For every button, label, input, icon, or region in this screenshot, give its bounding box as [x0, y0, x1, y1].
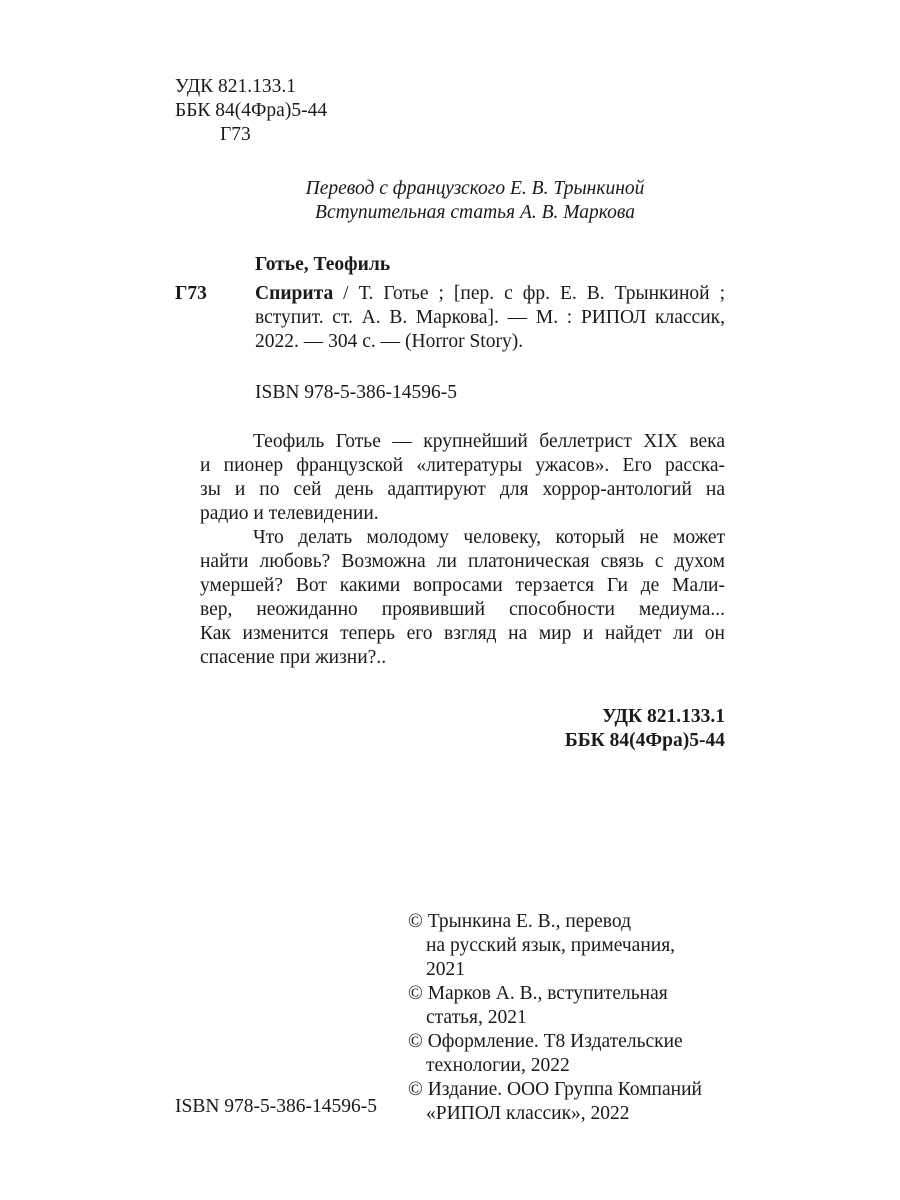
copyright-line: © Трынкина Е. В., перевод: [408, 911, 631, 932]
book-title: Спирита: [255, 283, 334, 304]
copyright-line: 2021: [426, 959, 465, 980]
abstract-line: умершей? Вот какими вопросами терзается Ги де Мали-: [200, 575, 725, 596]
bib-line-1-rest: / Т. Готье ; [пер. с фр. Е. В. Трынкиной ;: [333, 283, 725, 304]
abstract-line: зы и по сей день адаптируют для хоррор-антологий на: [200, 479, 725, 500]
copyright-line: © Оформление. Т8 Издательские: [408, 1031, 683, 1052]
bbk-code-bold: ББК 84(4Фра)5-44: [564, 730, 725, 751]
copyright-line: © Марков А. В., вступительная: [408, 983, 668, 1004]
abstract-line: Теофиль Готье — крупнейший беллетрист XIX века: [253, 431, 725, 452]
abstract-line: спасение при жизни?..: [200, 647, 387, 668]
udk-code-bold: УДК 821.133.1: [602, 706, 725, 727]
copyright-block: [408, 910, 738, 1126]
abstract-line: радио и телевидении.: [200, 503, 379, 524]
abstract-line: Как изменится теперь его взгляд на мир и найдет ли он: [200, 623, 725, 644]
author-heading: Готье, Теофиль: [255, 254, 391, 275]
abstract-line: Что делать молодому человеку, который не может: [253, 527, 725, 548]
bib-line-2: вступит. ст. А. В. Маркова]. — М. : РИПОЛ классик,: [255, 307, 725, 328]
catalog-codes: [175, 75, 327, 147]
isbn-entry: ISBN 978-5-386-14596-5: [255, 382, 458, 403]
copyright-line: на русский язык, примечания,: [426, 935, 676, 956]
copyright-line: статья, 2021: [426, 1007, 527, 1028]
translator-credit: Перевод с французского Е. В. Трынкиной: [305, 178, 645, 199]
copyright-line: технологии, 2022: [426, 1055, 570, 1076]
abstract-line: вер, неожиданно проявивший способности медиума...: [200, 599, 725, 620]
bib-line-1: [255, 282, 725, 306]
abstract: [200, 430, 725, 670]
bib-line-3: 2022. — 304 с. — (Horror Story).: [255, 331, 524, 352]
abstract-line: найти любовь? Возможна ли платоническая связь с духом: [200, 551, 725, 572]
bibliographic-description: [255, 282, 725, 354]
copyright-line: © Издание. ООО Группа Компаний: [408, 1079, 702, 1100]
author-sign: Г73: [220, 124, 251, 145]
intro-credit: Вступительная статья А. В. Маркова: [315, 202, 635, 223]
copyright-line: «РИПОЛ классик», 2022: [426, 1103, 630, 1124]
bbk-code: ББК 84(4Фра)5-44: [175, 100, 328, 121]
translation-credits: [230, 177, 720, 225]
author-sign-bold: Г73: [175, 283, 207, 304]
abstract-line: и пионер французской «литературы ужасов». Его расска-: [200, 455, 725, 476]
catalog-codes-bold: [480, 705, 725, 753]
udk-code: УДК 821.133.1: [175, 76, 297, 97]
isbn-bottom: ISBN 978-5-386-14596-5: [175, 1096, 378, 1117]
